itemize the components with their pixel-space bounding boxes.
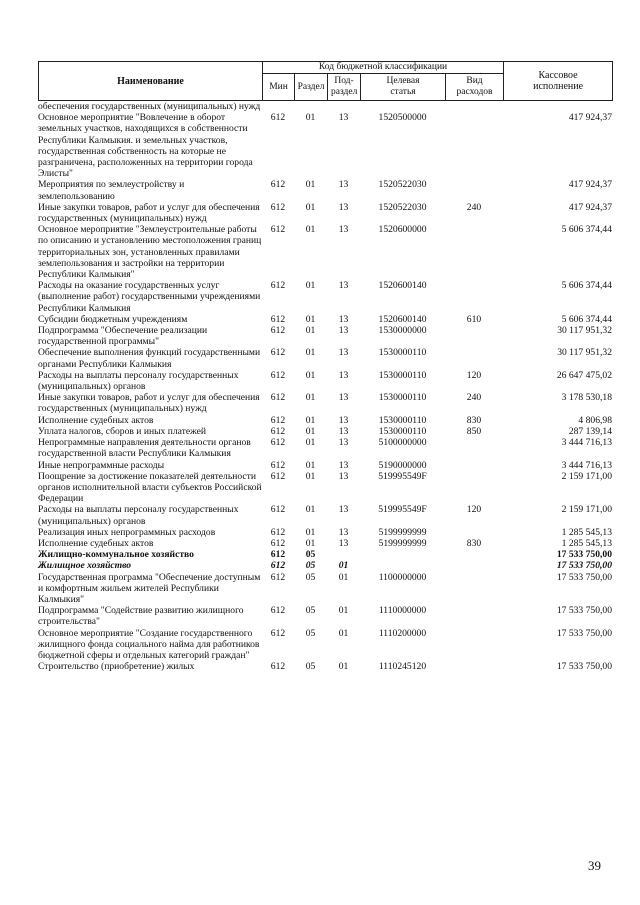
row-min: 612 <box>270 470 286 482</box>
table-row <box>38 572 612 606</box>
table-row <box>38 325 612 347</box>
row-podrazdel: 13 <box>338 470 349 482</box>
row-article: 1530000110 <box>378 369 427 381</box>
row-podrazdel: 13 <box>338 112 349 124</box>
row-vid: 240 <box>466 392 482 404</box>
row-podrazdel: 13 <box>338 414 349 426</box>
row-podrazdel: 13 <box>338 537 349 549</box>
row-vid <box>445 280 503 314</box>
row-article <box>360 560 445 571</box>
row-name: Жилищно-коммунальное хозяйство <box>38 549 194 561</box>
row-razdel: 05 <box>305 549 316 561</box>
row-name: Расходы на оказание государственных услуг (выполнение работ) государственными учреждениями Республики Калмыкия <box>38 280 261 314</box>
row-amount: 3 178 530,18 <box>561 392 612 404</box>
table-row <box>38 202 612 224</box>
table-row <box>38 112 612 179</box>
row-podrazdel: 13 <box>338 179 349 191</box>
row-podrazdel: 13 <box>338 347 349 359</box>
row-podrazdel: 01 <box>338 661 349 673</box>
row-amount: 17 533 750,00 <box>556 661 612 673</box>
row-vid <box>445 437 503 459</box>
row-razdel: 01 <box>305 537 316 549</box>
row-amount: 30 117 951,32 <box>557 347 612 359</box>
row-vid <box>445 572 503 606</box>
row-article <box>360 549 445 560</box>
header-code-group: Код бюджетной классификации <box>263 62 504 74</box>
table-row <box>38 179 612 201</box>
row-name: Субсидии бюджетным учреждениям <box>38 313 188 325</box>
row-article <box>360 101 445 112</box>
row-article: 1520522030 <box>378 201 427 213</box>
table-row <box>38 314 612 325</box>
row-vid: 830 <box>466 414 482 426</box>
row-min: 612 <box>270 347 286 359</box>
row-min: 612 <box>270 526 286 538</box>
header-col-vid: Вид расходов <box>446 74 504 101</box>
row-podrazdel: 13 <box>338 313 349 325</box>
table-row <box>38 224 612 280</box>
row-razdel: 01 <box>305 425 316 437</box>
table-row <box>38 280 612 314</box>
row-amount: 26 647 475,02 <box>556 369 612 381</box>
row-vid <box>445 605 503 627</box>
row-min: 612 <box>270 605 286 617</box>
table-row <box>38 549 612 560</box>
row-amount: 417 924,37 <box>568 201 612 213</box>
row-amount: 3 444 716,13 <box>561 437 612 449</box>
row-min: 612 <box>270 437 286 449</box>
row-razdel: 01 <box>305 224 316 236</box>
row-name: Непрограммные направления деятельности органов государственной власти Республики Калмыкия <box>38 437 251 460</box>
row-min: 612 <box>270 280 286 292</box>
row-razdel: 01 <box>305 437 316 449</box>
row-name: Основное мероприятие "Землеустроительные работы по описанию и установлению местоположения границ территориальных зон, установленных правилами землепользования и застройки на территории Республики Калмыкия" <box>38 224 262 281</box>
row-vid <box>445 325 503 347</box>
row-name: Реализация иных непрограммных расходов <box>38 526 216 538</box>
table-row <box>38 101 612 112</box>
header-amount: Кассовое исполнение <box>504 62 613 101</box>
row-razdel: 01 <box>305 280 316 292</box>
row-min: 612 <box>270 369 286 381</box>
row-razdel: 01 <box>305 201 316 213</box>
row-razdel: 01 <box>305 504 316 516</box>
row-razdel: 01 <box>305 470 316 482</box>
row-min: 612 <box>270 661 286 673</box>
row-podrazdel: 13 <box>338 425 349 437</box>
row-min: 612 <box>270 392 286 404</box>
row-podrazdel: 01 <box>338 605 349 617</box>
table-row <box>38 392 612 414</box>
row-name: обеспечения государственных (муниципальных) нужд <box>38 101 261 112</box>
row-razdel: 01 <box>305 347 316 359</box>
row-amount: 17 533 750,00 <box>556 549 612 561</box>
row-vid <box>445 179 503 201</box>
row-podrazdel: 13 <box>338 392 349 404</box>
row-name: Расходы на выплаты персоналу государственных (муниципальных) органов <box>38 504 239 527</box>
row-amount: 5 606 374,44 <box>561 313 612 325</box>
row-name: Исполнение судебных актов <box>38 414 154 426</box>
row-name: Иные непрограммные расходы <box>38 459 165 471</box>
header-col-podrazdel: Под-раздел <box>328 74 361 101</box>
row-vid <box>445 661 503 672</box>
table-row <box>38 605 612 627</box>
row-article: 1530000000 <box>378 325 427 337</box>
row-podrazdel: 13 <box>338 369 349 381</box>
header-col-article: Целевая статья <box>361 74 446 101</box>
row-name: Жилищное хозяйство <box>38 560 132 572</box>
row-podrazdel: 13 <box>338 504 349 516</box>
row-min: 612 <box>270 313 286 325</box>
table-row <box>38 628 612 662</box>
row-article: 5190000000 <box>378 459 427 471</box>
row-podrazdel <box>327 101 360 112</box>
row-amount: 17 533 750,00 <box>556 627 612 639</box>
row-podrazdel: 13 <box>338 325 349 337</box>
row-min: 612 <box>270 112 286 124</box>
row-razdel: 05 <box>305 560 316 572</box>
row-name: Обеспечение выполнения функций государственными органами Республики Калмыкия <box>38 347 261 370</box>
row-razdel: 01 <box>305 313 316 325</box>
row-min: 612 <box>270 325 286 337</box>
row-name: Основное мероприятие "Вовлечение в оборот земельных участков, находящихся в собственности Республики Калмыкия. и земельных участков, государственная собственность на которые не разграничена, расположенных на территории города Элисты" <box>38 112 253 180</box>
row-podrazdel: 13 <box>338 280 349 292</box>
row-name: Подпрограмма "Содействие развитию жилищного строительства" <box>38 605 244 628</box>
header-col-min: Мин <box>263 74 295 101</box>
row-min: 612 <box>270 627 286 639</box>
row-vid: 120 <box>466 369 482 381</box>
row-amount: 2 159 171,00 <box>561 504 612 516</box>
row-razdel: 01 <box>305 325 316 337</box>
table-row <box>38 370 612 392</box>
table-row <box>38 471 612 505</box>
row-razdel: 01 <box>305 459 316 471</box>
table-row <box>38 347 612 369</box>
table-row <box>38 426 612 437</box>
row-amount: 5 606 374,44 <box>561 224 612 236</box>
row-vid <box>445 628 503 662</box>
row-min: 612 <box>270 425 286 437</box>
row-amount: 287 139,14 <box>568 425 612 437</box>
row-amount: 417 924,37 <box>568 179 612 191</box>
row-amount: 17 533 750,00 <box>556 571 612 583</box>
row-name: Подпрограмма "Обеспечение реализации государственной программы" <box>38 325 208 348</box>
row-article: 1520522030 <box>378 179 427 191</box>
table-row <box>38 437 612 459</box>
row-podrazdel: 13 <box>338 459 349 471</box>
row-amount: 417 924,37 <box>568 112 612 124</box>
row-podrazdel: 01 <box>338 571 349 583</box>
row-article: 519995549F <box>378 470 427 482</box>
row-min: 612 <box>270 560 286 572</box>
row-amount: 4 806,98 <box>578 414 612 426</box>
row-podrazdel: 01 <box>338 627 349 639</box>
row-min: 612 <box>270 459 286 471</box>
header-name: Наименование <box>39 62 263 101</box>
table-row <box>38 415 612 426</box>
table-row <box>38 460 612 471</box>
row-min: 612 <box>270 179 286 191</box>
row-article: 5199999999 <box>378 537 427 549</box>
row-razdel: 01 <box>305 369 316 381</box>
row-razdel: 01 <box>305 392 316 404</box>
row-article: 1100000000 <box>378 571 427 583</box>
row-name: Иные закупки товаров, работ и услуг для обеспечения государственных (муниципальных) нужд <box>38 201 260 225</box>
row-article: 1530000110 <box>378 392 427 404</box>
table-header <box>38 61 613 101</box>
row-amount: 1 285 545,13 <box>561 526 612 538</box>
header-col-razdel: Раздел <box>295 74 328 101</box>
table-row <box>38 527 612 538</box>
row-vid <box>445 101 503 112</box>
row-vid <box>445 347 503 369</box>
row-razdel: 05 <box>305 627 316 639</box>
row-min: 612 <box>270 571 286 583</box>
row-razdel: 05 <box>305 661 316 673</box>
row-razdel: 05 <box>305 605 316 617</box>
row-razdel: 01 <box>305 179 316 191</box>
row-razdel: 01 <box>305 112 316 124</box>
row-amount <box>503 101 612 112</box>
row-article: 5199999999 <box>378 526 427 538</box>
table-row <box>38 661 612 672</box>
row-podrazdel: 01 <box>338 560 349 572</box>
row-razdel <box>294 101 327 112</box>
row-podrazdel <box>327 549 360 560</box>
row-name: Мероприятия по землеустройству и землепользованию <box>38 179 185 202</box>
row-article: 1530000110 <box>378 425 427 437</box>
table-row <box>38 560 612 571</box>
row-name: Исполнение судебных актов <box>38 537 154 549</box>
row-article: 1530000110 <box>378 414 427 426</box>
budget-table <box>38 101 612 672</box>
row-min: 612 <box>270 504 286 516</box>
table-row <box>38 504 612 526</box>
row-name: Государственная программа "Обеспечение доступным и комфортным жильем жителей Республики Калмыкия" <box>38 571 261 605</box>
row-vid: 610 <box>466 313 482 325</box>
row-amount: 30 117 951,32 <box>557 325 612 337</box>
row-vid <box>445 560 503 571</box>
row-podrazdel: 13 <box>338 224 349 236</box>
row-vid: 120 <box>466 504 482 516</box>
row-name: Поощрение за достижение показателей деятельности органов исполнительной власти субъектов Российской Федерации <box>38 470 262 505</box>
row-amount: 1 285 545,13 <box>561 537 612 549</box>
row-vid <box>445 549 503 560</box>
row-vid <box>445 471 503 505</box>
table-row <box>38 538 612 549</box>
row-article: 1110245120 <box>378 661 427 673</box>
row-vid <box>445 460 503 471</box>
row-podrazdel: 13 <box>338 526 349 538</box>
row-vid <box>445 527 503 538</box>
row-name: Иные закупки товаров, работ и услуг для обеспечения государственных (муниципальных) нужд <box>38 392 260 415</box>
row-amount: 3 444 716,13 <box>561 459 612 471</box>
row-podrazdel: 13 <box>338 201 349 213</box>
row-name: Уплата налогов, сборов и иных платежей <box>38 425 207 437</box>
row-min: 612 <box>270 549 286 561</box>
row-article: 1520500000 <box>378 112 427 124</box>
row-article: 1520600000 <box>378 224 427 236</box>
row-podrazdel: 13 <box>338 437 349 449</box>
row-article: 1520600140 <box>378 280 427 292</box>
row-min: 612 <box>270 201 286 213</box>
row-vid: 240 <box>466 201 482 213</box>
row-min <box>262 101 294 112</box>
row-vid: 830 <box>466 537 482 549</box>
row-name: Расходы на выплаты персоналу государственных (муниципальных) органов <box>38 369 239 393</box>
row-name: Строительство (приобретение) жилых <box>38 661 195 673</box>
row-article: 1530000110 <box>378 347 427 359</box>
row-min: 612 <box>270 537 286 549</box>
row-article: 1520600140 <box>378 313 427 325</box>
row-razdel: 05 <box>305 571 316 583</box>
row-razdel: 01 <box>305 414 316 426</box>
row-min: 612 <box>270 224 286 236</box>
row-article: 1110000000 <box>378 605 427 617</box>
page-number: 39 <box>588 858 601 873</box>
row-amount: 17 533 750,00 <box>556 560 612 572</box>
row-razdel: 01 <box>305 526 316 538</box>
row-name: Основное мероприятие "Создание государственного жилищного фонда социального найма для работников бюджетной сферы и отдельных категорий граждан" <box>38 627 260 661</box>
row-amount: 5 606 374,44 <box>561 280 612 292</box>
row-article: 1110200000 <box>378 627 427 639</box>
row-amount: 17 533 750,00 <box>556 605 612 617</box>
row-vid <box>445 224 503 280</box>
row-vid <box>445 112 503 179</box>
row-article: 519995549F <box>378 504 427 516</box>
row-vid: 850 <box>466 425 482 437</box>
row-article: 5100000000 <box>378 437 427 449</box>
row-amount: 2 159 171,00 <box>561 470 612 482</box>
row-min: 612 <box>270 414 286 426</box>
